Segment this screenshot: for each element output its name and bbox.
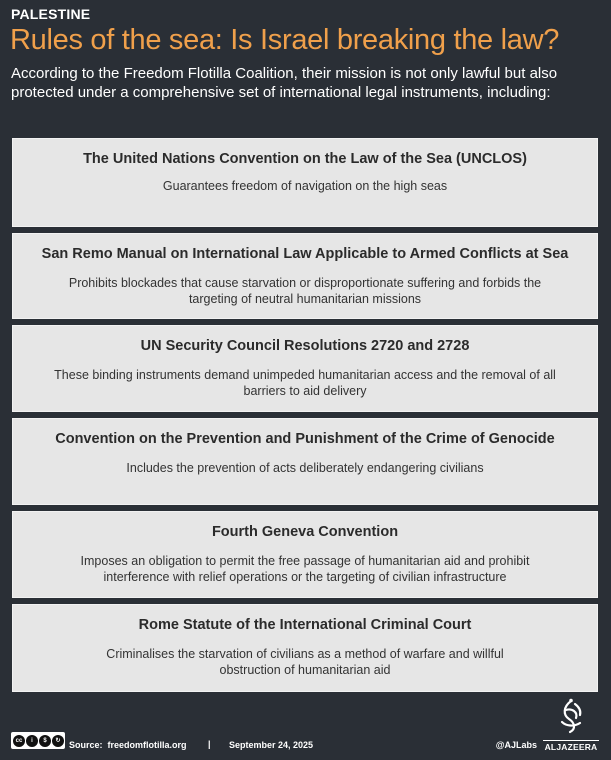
card-title: The United Nations Convention on the Law of the Sea (UNCLOS) [83, 151, 527, 167]
aljazeera-wordmark: ALJAZEERA [544, 742, 598, 752]
source-line [69, 740, 187, 750]
intro-text: According to the Freedom Flotilla Coalition, their mission is not only lawful but also protected under a comprehensive set of international legal instruments, including: [11, 65, 558, 101]
card-title: UN Security Council Resolutions 2720 and 2728 [140, 338, 470, 354]
card-title: Rome Statute of the International Criminal Court [138, 617, 472, 633]
card-rome-statute [12, 604, 598, 692]
section-kicker: PALESTINE [11, 6, 91, 22]
card-description: Criminalises the starvation of civilians as a method of warfare and willful obstruction of humanitarian aid [106, 647, 504, 677]
card-description: Includes the prevention of acts deliberately endangering civilians [126, 461, 484, 475]
card-title: Fourth Geneva Convention [211, 524, 399, 540]
cc-by-nc-sa-icon: cc i $ ↻ [11, 732, 65, 749]
card-unclos [12, 138, 598, 227]
footer [11, 730, 599, 752]
card-fourth-geneva [12, 511, 598, 598]
legal-instruments-list [12, 138, 598, 698]
aj-labs-handle: @AJLabs [495, 740, 537, 750]
page-title: Rules of the sea: Is Israel breaking the law? [10, 24, 560, 56]
card-unsc-resolutions [12, 325, 598, 412]
card-description: Prohibits blockades that cause starvation or disproportionate suffering and forbids the targeting of neutral humanitarian missions [68, 276, 542, 306]
aljazeera-logo-icon [543, 698, 599, 752]
publish-date: September 24, 2025 [229, 740, 314, 750]
card-title: San Remo Manual on International Law Applicable to Armed Conflicts at Sea [41, 246, 569, 262]
card-description: Imposes an obligation to permit the free passage of humanitarian aid and prohibit interference with relief operations or the targeting of civilian infrastructure [80, 554, 530, 584]
source-value: freedomflotilla.org [107, 740, 187, 750]
footer-separator: | [208, 739, 211, 749]
source-label: Source: [69, 740, 103, 750]
card-description: These binding instruments demand unimpeded humanitarian access and the removal of all barriers to aid delivery [54, 368, 556, 398]
card-san-remo [12, 233, 598, 319]
card-title: Convention on the Prevention and Punishment of the Crime of Genocide [55, 431, 555, 447]
card-genocide-convention [12, 418, 598, 505]
card-description: Guarantees freedom of navigation on the high seas [162, 179, 448, 193]
